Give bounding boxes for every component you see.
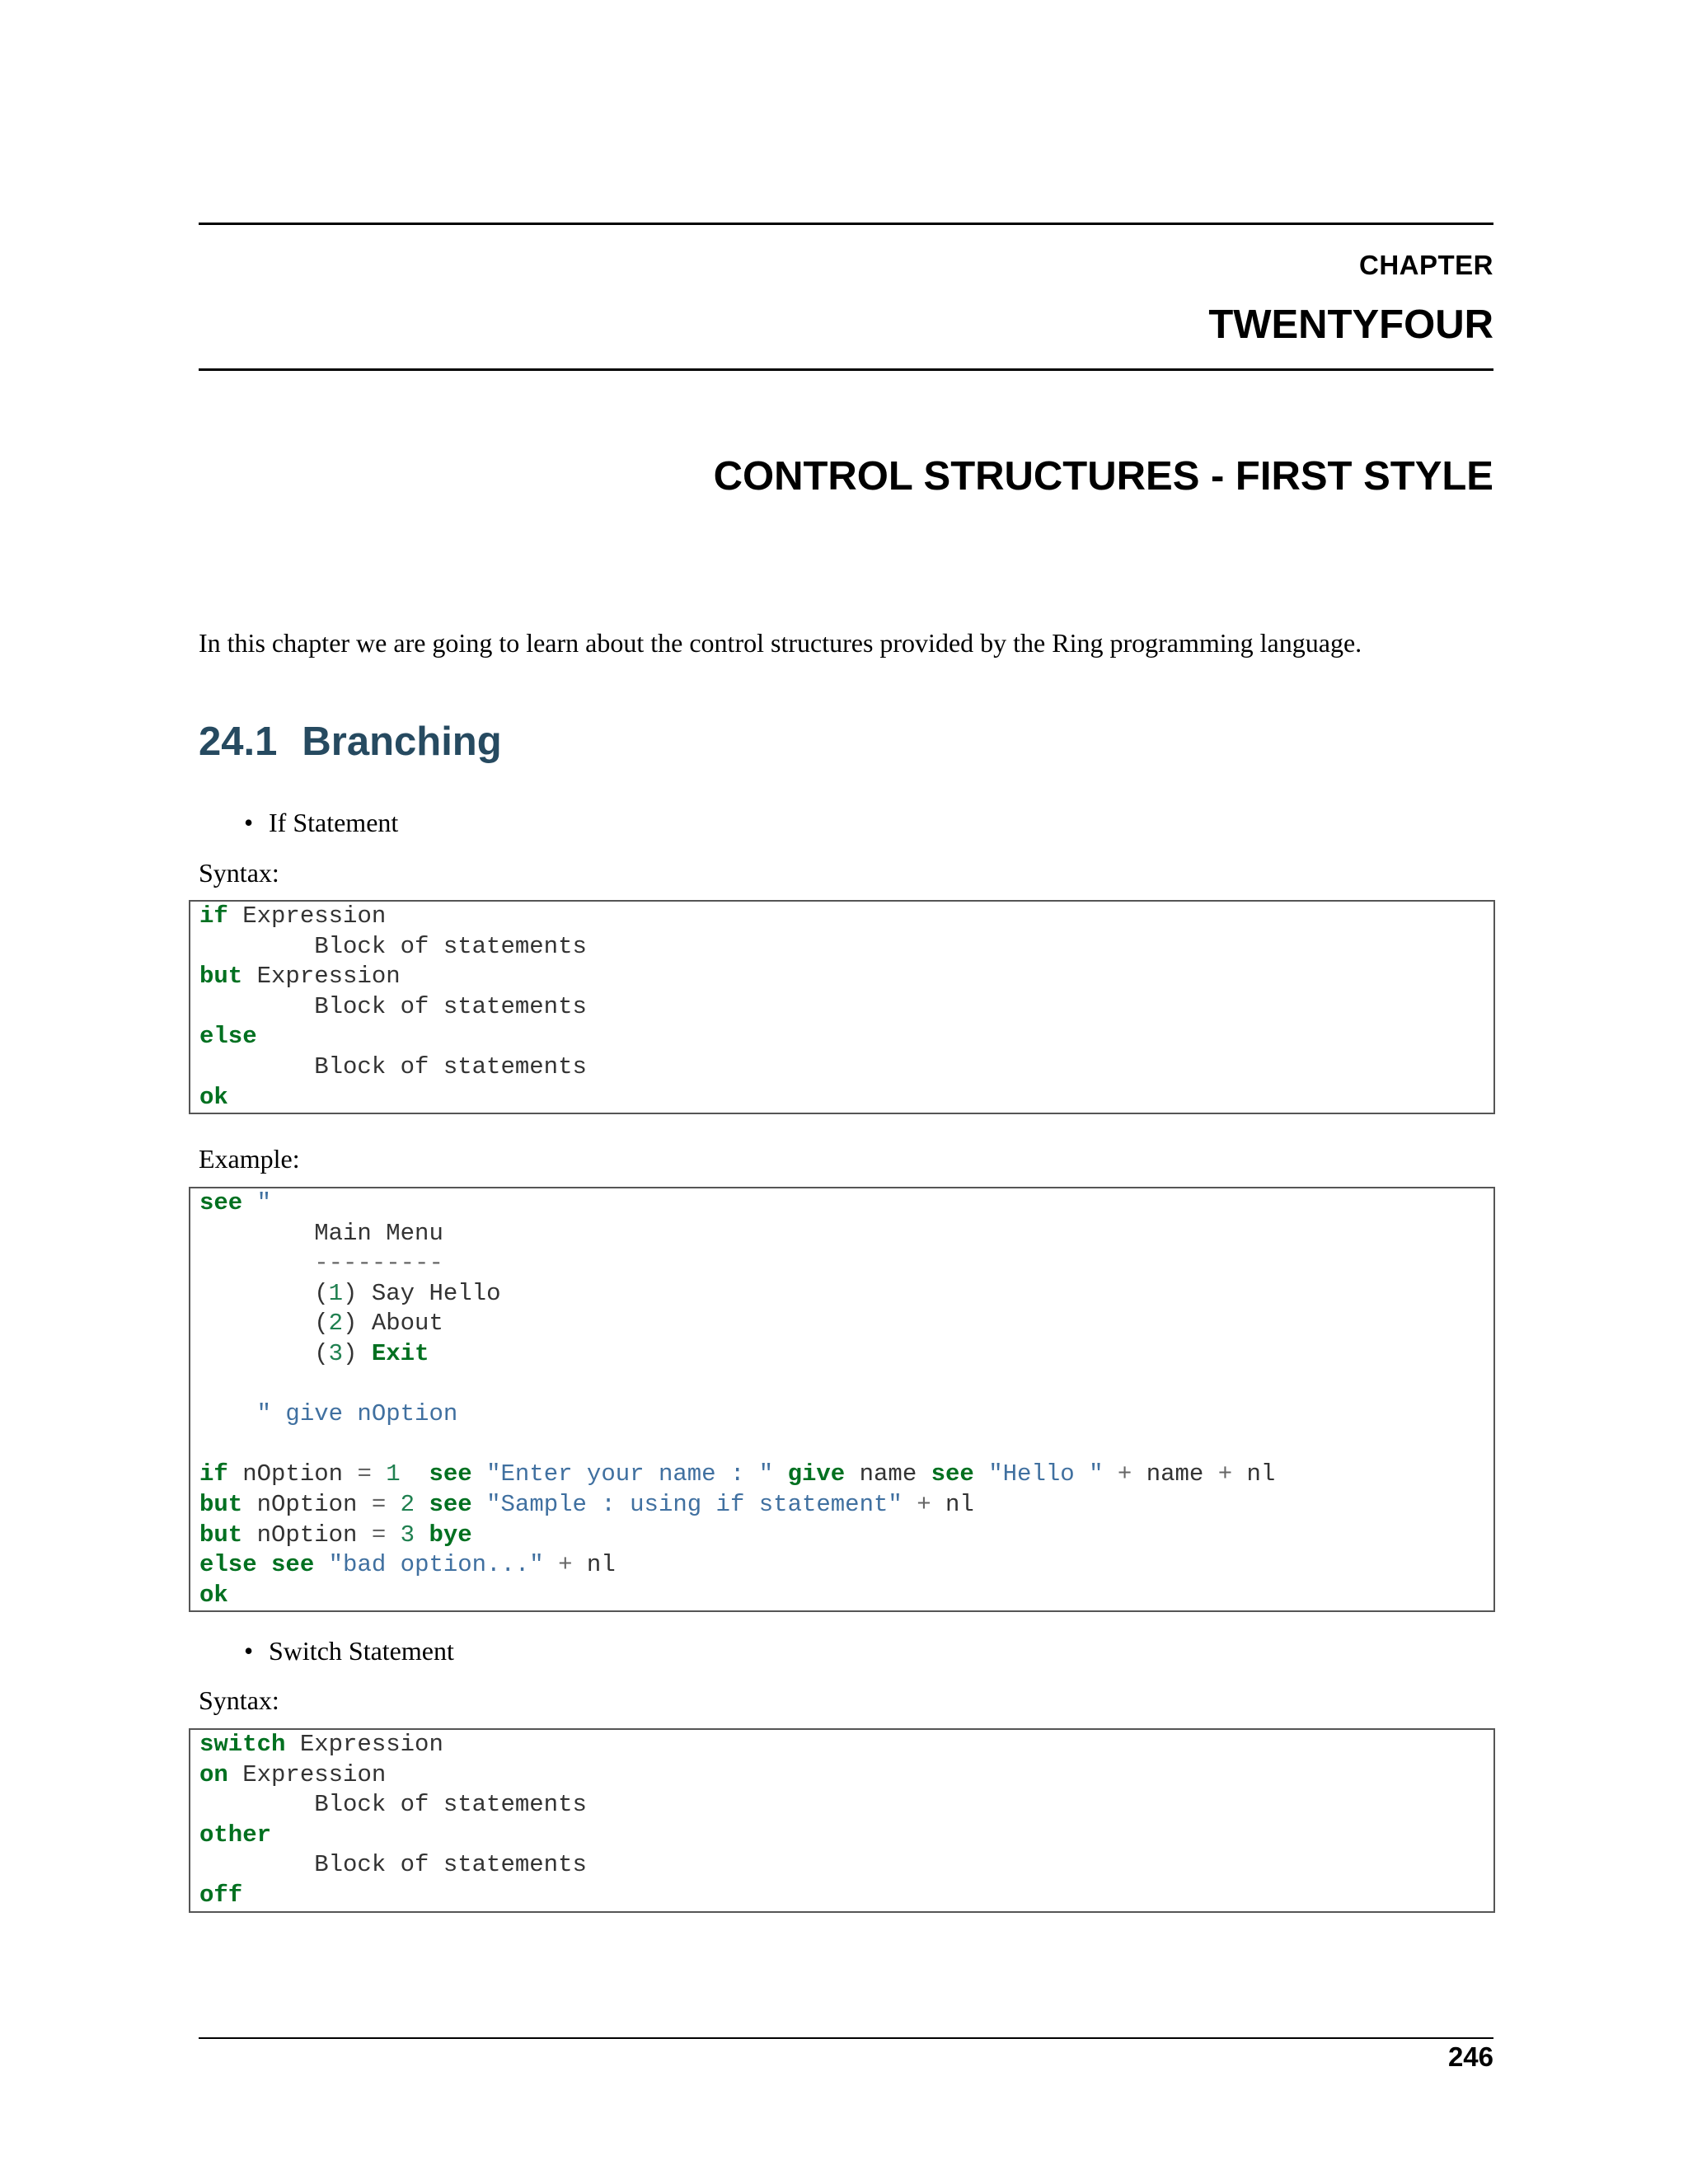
code-string: "Enter your name : " xyxy=(486,1460,774,1488)
code-text xyxy=(242,1189,256,1216)
code-block-if-syntax xyxy=(189,900,1495,1114)
code-number: 1 xyxy=(328,1279,344,1307)
code-text xyxy=(974,1460,988,1488)
code-operator: + xyxy=(1117,1460,1132,1488)
code-text xyxy=(544,1551,558,1578)
chapter-bottom-rule xyxy=(199,368,1493,371)
code-operator: --------- xyxy=(314,1249,443,1277)
code-line xyxy=(199,992,1493,1023)
code-number: 3 xyxy=(328,1339,344,1367)
code-keyword: give xyxy=(787,1460,846,1488)
code-text: nl xyxy=(572,1551,616,1579)
code-keyword: if xyxy=(199,1460,228,1488)
code-text: Block of statements xyxy=(199,1791,587,1819)
code-line xyxy=(199,1730,1493,1760)
code-line xyxy=(199,1339,1493,1370)
code-keyword: else xyxy=(199,1023,257,1051)
code-keyword: on xyxy=(199,1760,228,1788)
code-line xyxy=(199,1581,1493,1611)
code-text: name xyxy=(845,1460,931,1488)
chapter-title: CONTROL STRUCTURES - FIRST STYLE xyxy=(713,454,1493,499)
code-text xyxy=(773,1460,787,1488)
code-string: "bad option..." xyxy=(328,1551,544,1579)
code-listing xyxy=(190,1188,1493,1610)
code-operator: = xyxy=(371,1490,387,1518)
code-text xyxy=(472,1491,486,1518)
section-number: 24.1 xyxy=(199,719,278,764)
code-text xyxy=(472,1460,486,1488)
code-text: ) About xyxy=(343,1310,443,1338)
bullet-label: If Statement xyxy=(269,808,399,837)
code-line xyxy=(199,1083,1493,1113)
bullet-if-statement xyxy=(244,806,398,839)
code-string: "Hello " xyxy=(988,1460,1104,1488)
code-text: nl xyxy=(1232,1460,1276,1488)
code-number: 3 xyxy=(400,1521,415,1549)
code-line xyxy=(199,962,1493,992)
code-block-if-example xyxy=(189,1187,1495,1612)
code-line xyxy=(199,1399,1493,1430)
code-text xyxy=(372,1460,386,1488)
code-line xyxy=(199,1550,1493,1581)
code-text xyxy=(386,1491,400,1518)
code-line xyxy=(199,1790,1493,1821)
code-line xyxy=(199,902,1493,932)
section-title: Branching xyxy=(302,719,502,764)
code-line xyxy=(199,1850,1493,1881)
bullet-label: Switch Statement xyxy=(269,1636,454,1666)
code-keyword: switch xyxy=(199,1731,286,1758)
code-line xyxy=(199,1460,1493,1490)
code-text: Expression xyxy=(242,963,401,991)
code-text xyxy=(415,1521,429,1549)
code-line xyxy=(199,1370,1493,1400)
code-text xyxy=(199,1249,314,1277)
code-text: ) xyxy=(343,1339,372,1367)
code-line xyxy=(199,1760,1493,1791)
code-keyword: Exit xyxy=(371,1339,429,1367)
code-keyword: see xyxy=(931,1460,974,1488)
code-text: Expression xyxy=(227,902,387,930)
code-line xyxy=(199,1490,1493,1521)
code-text: Expression xyxy=(285,1731,443,1758)
code-text xyxy=(314,1551,328,1578)
code-line xyxy=(199,1188,1493,1219)
code-text: Block of statements xyxy=(199,992,587,1020)
code-line xyxy=(199,1430,1493,1460)
code-operator: + xyxy=(1217,1460,1233,1488)
code-text xyxy=(401,1460,429,1488)
code-operator: + xyxy=(558,1551,573,1579)
code-string: " give nOption xyxy=(199,1400,458,1428)
code-line xyxy=(199,932,1493,963)
code-operator: = xyxy=(371,1521,387,1549)
code-number: 1 xyxy=(386,1460,401,1488)
code-keyword: bye xyxy=(429,1521,472,1549)
code-text xyxy=(257,1551,271,1578)
code-text: Block of statements xyxy=(199,1052,587,1080)
chapter-top-rule xyxy=(199,223,1493,225)
bullet-icon: • xyxy=(244,808,254,837)
code-keyword: other xyxy=(199,1821,272,1849)
code-listing xyxy=(190,1730,1493,1911)
code-number: 2 xyxy=(400,1490,415,1518)
code-line xyxy=(199,1309,1493,1339)
code-text: nl xyxy=(931,1490,974,1518)
code-text: nOption xyxy=(227,1460,358,1488)
code-keyword: but xyxy=(199,1490,243,1518)
code-text: ( xyxy=(199,1279,329,1307)
code-operator: + xyxy=(917,1490,931,1518)
code-keyword: if xyxy=(199,902,228,930)
code-keyword: see xyxy=(271,1551,315,1579)
bullet-switch-statement xyxy=(244,1634,454,1667)
code-line xyxy=(199,1219,1493,1249)
code-keyword: off xyxy=(199,1881,243,1909)
code-text: ( xyxy=(199,1310,329,1338)
code-text xyxy=(386,1521,400,1549)
code-keyword: but xyxy=(199,963,243,991)
code-text xyxy=(903,1491,917,1518)
chapter-number: TWENTYFOUR xyxy=(1208,302,1493,347)
code-text: Main Menu xyxy=(199,1219,443,1247)
code-text xyxy=(415,1491,429,1518)
chapter-label: CHAPTER xyxy=(1358,250,1493,280)
code-text: ( xyxy=(199,1339,329,1367)
footer-rule xyxy=(199,2037,1493,2039)
syntax-label: Syntax: xyxy=(199,1685,279,1715)
code-number: 2 xyxy=(328,1310,344,1338)
code-operator: = xyxy=(357,1460,372,1488)
code-line xyxy=(199,1052,1493,1083)
code-line xyxy=(199,1821,1493,1851)
example-label: Example: xyxy=(199,1144,300,1174)
code-text: name xyxy=(1132,1460,1218,1488)
code-string: " xyxy=(256,1189,272,1216)
section-heading xyxy=(199,719,502,765)
syntax-label: Syntax: xyxy=(199,858,279,888)
code-text: nOption xyxy=(242,1490,372,1518)
code-line xyxy=(199,1279,1493,1310)
code-block-switch-syntax xyxy=(189,1728,1495,1913)
code-keyword: see xyxy=(429,1460,472,1488)
code-keyword: see xyxy=(199,1189,243,1216)
code-text xyxy=(1103,1460,1117,1488)
code-line xyxy=(199,1022,1493,1052)
bullet-icon: • xyxy=(244,1636,254,1666)
code-keyword: ok xyxy=(199,1083,228,1111)
code-line xyxy=(199,1249,1493,1279)
code-line xyxy=(199,1521,1493,1551)
code-listing xyxy=(190,902,1493,1113)
code-text: Block of statements xyxy=(199,932,587,960)
code-keyword: ok xyxy=(199,1581,228,1609)
code-line xyxy=(199,1881,1493,1911)
code-string: "Sample : using if statement" xyxy=(486,1490,903,1518)
code-keyword: but xyxy=(199,1521,243,1549)
code-keyword: else xyxy=(199,1551,257,1579)
code-text: Expression xyxy=(227,1760,387,1788)
code-text: Block of statements xyxy=(199,1851,587,1879)
page-number: 246 xyxy=(1447,2041,1493,2072)
intro-paragraph: In this chapter we are going to learn about the control structures provided by the Ring programming language. xyxy=(199,628,1362,658)
code-keyword: see xyxy=(429,1490,472,1518)
code-text: nOption xyxy=(242,1521,372,1549)
code-text: ) Say Hello xyxy=(343,1279,501,1307)
